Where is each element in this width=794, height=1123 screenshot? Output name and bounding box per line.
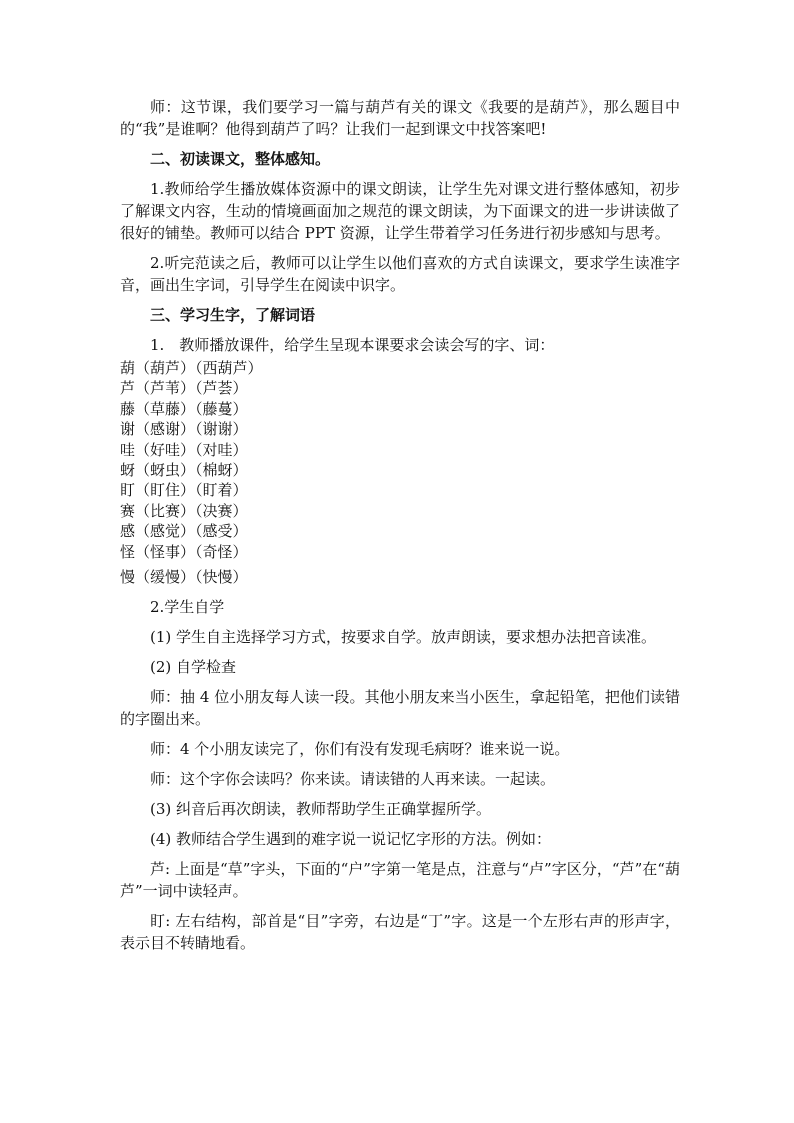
- paragraph-3-5: 师：抽 4 位小朋友每人读一段。其他小朋友来当小医生，拿起铅笔，把他们读错的字圈出来。: [120, 688, 680, 729]
- document-page: [120, 96, 680, 962]
- paragraph-3-4: (2) 自学检查: [150, 658, 237, 677]
- vocab-item: 藤（草藤）（藤蔓）: [120, 399, 248, 418]
- paragraph-3-2: 2.学生自学: [150, 598, 225, 617]
- vocab-item: 蚜（蚜虫）（棉蚜）: [120, 461, 248, 480]
- vocab-item: 谢（感谢）（谢谢）: [120, 420, 248, 439]
- paragraph-3-9: (4) 教师结合学生遇到的难字说一说记忆字形的方法。例如：: [150, 830, 552, 849]
- paragraph-3-6: 师：4 个小朋友读完了，你们有没有发现毛病呀？谁来说一说。: [150, 740, 570, 759]
- paragraph-2-2: 2.听完范读之后，教师可以让学生以他们喜欢的方式自读课文，要求学生读准字音，画出生字词，引导学生在阅读中识字。: [120, 254, 680, 294]
- paragraph-3-7: 师：这个字你会读吗？你来读。请读错的人再来读。一起读。: [150, 770, 556, 789]
- paragraph-2-1: 1.教师给学生播放媒体资源中的课文朗读，让学生先对课文进行整体感知，初步了解课文内容，生动的情境画面加之规范的课文朗读，为下面课文的进一步讲读做了很好的铺垫。教师可以结合 PPT 资源，让学生带着学习任务进行初步感知与思考。: [120, 180, 680, 242]
- vocab-item: 怪（怪事）（奇怪）: [120, 542, 248, 561]
- paragraph-3-8: (3) 纠音后再次朗读，教师帮助学生正确掌握所学。: [150, 800, 492, 819]
- paragraph-3-1: 1. 教师播放课件，给学生呈现本课要求会读会写的字、词：: [150, 336, 555, 354]
- vocab-list: [120, 358, 680, 562]
- paragraph-3-3: (1) 学生自主选择学习方式，按要求自学。放声朗读，要求想办法把音读准。: [150, 628, 657, 647]
- paragraph-3-11: 盯: 左右结构，部首是“目”字旁，右边是“丁”字。这是一个左形右声的形声字，表示目不转睛地看。: [120, 912, 680, 953]
- paragraph-3-10: 芦: 上面是“草”字头，下面的“户”字第一笔是点，注意与“卢”字区分，“芦”在“葫芦”一词中读轻声。: [120, 860, 680, 901]
- section-heading-3: 三、学习生字，了解词语: [150, 306, 316, 324]
- vocab-item: 葫（葫芦）（西葫芦）: [120, 359, 263, 377]
- vocab-item-last: 慢（缓慢）（快慢）: [120, 568, 248, 587]
- vocab-item: 盯（盯住）（盯着）: [120, 481, 248, 500]
- vocab-item: 赛（比赛）（决赛）: [120, 501, 248, 520]
- intro-paragraph: 师：这节课，我们要学习一篇与葫芦有关的课文《我要的是葫芦》，那么题目中的“我”是谁啊？他得到葫芦了吗？让我们一起到课文中找答案吧!: [120, 98, 680, 138]
- vocab-item: 感（感觉）（感受）: [120, 522, 248, 541]
- section-heading-2: 二、初读课文，整体感知。: [150, 150, 331, 168]
- vocab-item: 芦（芦苇）（芦荟）: [120, 379, 248, 398]
- vocab-item: 哇（好哇）（对哇）: [120, 440, 248, 459]
